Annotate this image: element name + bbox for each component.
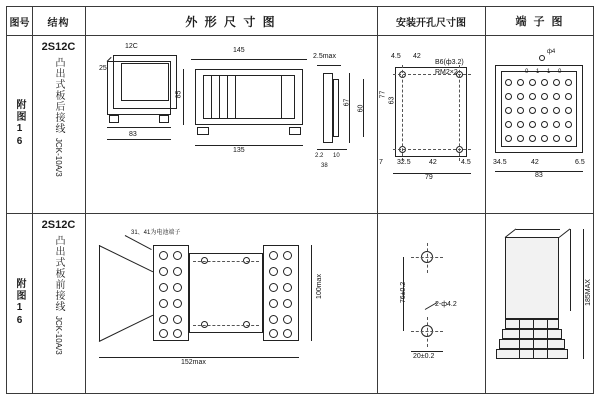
- dim-145: 145: [233, 47, 245, 54]
- term-pin: [553, 79, 560, 86]
- tb-pin: [283, 329, 292, 338]
- dim-83-line: [107, 139, 171, 140]
- term-pin: [541, 93, 548, 100]
- dim-76: 76±0.2: [400, 281, 408, 304]
- dim-rm2: RM2×2: [435, 69, 458, 76]
- tb-pin: [159, 251, 168, 260]
- base-line: [107, 127, 171, 128]
- term3d-div-3: [547, 319, 548, 359]
- thin-flange: [333, 79, 339, 137]
- term-pin: [553, 121, 560, 128]
- mount-cl-v2: [459, 65, 460, 161]
- row-1-model: 2S12C: [41, 41, 76, 53]
- dim-77: 77: [379, 90, 387, 99]
- row-1-mount-drawing: [377, 35, 485, 213]
- dim-bottom-line: [317, 149, 347, 150]
- term-row-labels: 0 1 1 0: [525, 69, 565, 75]
- mount2-cl-v2: [427, 317, 428, 347]
- term3d-step-1: [505, 319, 559, 329]
- front-window: [121, 63, 169, 101]
- header-outline: 外 形 尺 寸 图: [185, 14, 277, 29]
- center-cl-bot: [193, 325, 259, 326]
- dim-83-term: 83: [535, 172, 543, 179]
- dim-phi4: ф4: [547, 49, 556, 55]
- term3d-step-2: [502, 329, 562, 339]
- term-pin: [565, 135, 572, 142]
- side-rib-5: [281, 75, 282, 119]
- side-foot-r: [289, 127, 301, 135]
- mount-cl-v1: [402, 65, 403, 161]
- term3d-right-back: [570, 229, 571, 311]
- dim-45-bot: 4.5: [461, 159, 471, 166]
- mount2-cl-v1: [427, 243, 428, 273]
- tb-pin: [269, 283, 278, 292]
- term-pin: [565, 121, 572, 128]
- dim-25max: 2.5max: [313, 53, 336, 60]
- dim-85-line: [183, 69, 184, 125]
- term3d-div-1: [519, 319, 520, 359]
- mount-cl-h2: [393, 149, 471, 150]
- tb-pin: [283, 315, 292, 324]
- spec-table: [6, 6, 594, 394]
- mount-cl-h1: [393, 74, 471, 75]
- dim-67-line: [349, 73, 350, 143]
- term-pin: [541, 107, 548, 114]
- term-pin: [529, 79, 536, 86]
- row-1-code-text: JCK-10A/3: [54, 138, 63, 177]
- tb-pin: [159, 267, 168, 276]
- tb-pin: [269, 315, 278, 324]
- dim-10: 10: [333, 153, 340, 159]
- term3d-top: [516, 229, 560, 230]
- tb-pin: [283, 251, 292, 260]
- dim-67: 67: [343, 98, 351, 107]
- tb-pin: [269, 267, 278, 276]
- row-1-structure: [32, 35, 85, 213]
- row-2-outline-drawing: [85, 213, 377, 393]
- battery-note: 31、41为电池端子: [131, 230, 181, 236]
- row-2-model: 2S12C: [41, 219, 76, 231]
- dim-85: 85: [175, 90, 183, 99]
- row-1-outline-drawing: [85, 35, 377, 213]
- dim-38: 38: [321, 163, 328, 169]
- tb-pin: [173, 329, 182, 338]
- wedge-top: [99, 245, 153, 272]
- term-pin: [505, 135, 512, 142]
- side-rib-2: [219, 75, 220, 119]
- term-pin: [517, 93, 524, 100]
- tb-pin: [173, 251, 182, 260]
- term-pin: [541, 135, 548, 142]
- row-1-desc: 凸出式板后接线: [53, 57, 64, 134]
- row-2-desc: 凸出式板前接线: [53, 235, 64, 312]
- thin-body: [323, 73, 333, 143]
- tb-pin: [159, 315, 168, 324]
- side-rib-3: [227, 75, 228, 119]
- term-pin: [505, 121, 512, 128]
- term-pin: [565, 93, 572, 100]
- row-1-code: 附图16: [14, 99, 25, 149]
- tb-pin: [159, 283, 168, 292]
- dim-7: 7: [379, 159, 383, 166]
- row-2-code-text: JCK-10A/3: [54, 316, 63, 355]
- tb-pin: [173, 283, 182, 292]
- center-cl-top: [193, 261, 259, 262]
- tb-pin: [283, 283, 292, 292]
- side-rib-1: [211, 75, 212, 119]
- dim-83: 83: [129, 131, 137, 138]
- dim-2phi42: 2-ф4.2: [435, 301, 457, 308]
- term-pin: [553, 107, 560, 114]
- dim-152-line: [99, 357, 299, 358]
- center-frame: [189, 253, 263, 333]
- term3d-edge-tr: [559, 228, 571, 237]
- dim-185max: 185MAX: [584, 279, 592, 306]
- foot-right: [159, 115, 169, 123]
- tb-pin: [269, 329, 278, 338]
- dim-345: 34.5: [493, 159, 507, 166]
- dim-22: 2.2: [315, 153, 324, 159]
- term-pin: [565, 107, 572, 114]
- dim-65: 6.5: [575, 159, 585, 166]
- tb-pin: [173, 267, 182, 276]
- dim-42-term: 42: [531, 159, 539, 166]
- dim-100max: 100max: [315, 274, 323, 299]
- term3d-step-4: [496, 349, 568, 359]
- tb-pin: [269, 251, 278, 260]
- term-pin: [553, 93, 560, 100]
- term-pin: [529, 93, 536, 100]
- row-2-code: 附图16: [14, 278, 25, 328]
- dim-325: 32.5: [397, 159, 411, 166]
- term-pin: [517, 121, 524, 128]
- term-pin: [529, 121, 536, 128]
- term-pin: [505, 107, 512, 114]
- term-pin: [517, 107, 524, 114]
- term-pin: [529, 107, 536, 114]
- dim-100-line: [311, 245, 312, 341]
- dim-25: 25: [99, 65, 107, 72]
- term3d-body: [505, 237, 559, 319]
- term3d-div-2: [533, 319, 534, 359]
- term-pin: [541, 79, 548, 86]
- tb-pin: [173, 315, 182, 324]
- side-rib-4: [235, 75, 236, 119]
- header-structure: 结构: [47, 17, 70, 29]
- thin-top-line: [317, 65, 341, 66]
- tb-pin: [283, 299, 292, 308]
- dim-135: 135: [233, 147, 245, 154]
- tb-pin: [159, 299, 168, 308]
- header-code: 图号: [9, 17, 30, 29]
- term-pin: [565, 79, 572, 86]
- dim-152max: 152max: [181, 359, 206, 366]
- mount-cutout: [395, 67, 467, 157]
- dim-45-top: 4.5: [391, 53, 401, 60]
- dim-79: 79: [425, 174, 433, 181]
- left-terminal-block: [153, 245, 189, 341]
- row-2-structure: [32, 213, 85, 393]
- side-foot-l: [197, 127, 209, 135]
- tb-pin: [173, 299, 182, 308]
- dim-135-line: [195, 145, 303, 146]
- term3d-step-3: [499, 339, 565, 349]
- row-1-terminal-drawing: [485, 35, 595, 213]
- dim-20-line: [411, 351, 443, 352]
- dim-185-line: [583, 229, 584, 359]
- right-terminal-block: [263, 245, 299, 341]
- foot-left: [109, 115, 119, 123]
- header-terminal: 端 子 图: [515, 16, 565, 28]
- terminal-hole-top: [539, 55, 545, 61]
- dim-b6: B6(ф3.2): [435, 59, 464, 66]
- row-2-terminal-drawing: [485, 213, 595, 393]
- wedge-bottom: [99, 315, 153, 342]
- term-pin: [529, 135, 536, 142]
- term-pin: [505, 93, 512, 100]
- dim-145-line: [191, 59, 307, 60]
- term-pin: [541, 121, 548, 128]
- header-mount: 安装开孔尺寸图: [396, 17, 466, 29]
- dim-12c: 12C: [125, 43, 138, 50]
- tb-pin: [283, 267, 292, 276]
- term-pin: [505, 79, 512, 86]
- tb-pin: [269, 299, 278, 308]
- dim-63: 63: [388, 96, 396, 105]
- dim-60: 60: [357, 104, 365, 113]
- wedge-left: [99, 245, 100, 341]
- term-pin: [517, 135, 524, 142]
- dim-20: 20±0.2: [413, 353, 435, 360]
- note-leader: [125, 235, 152, 250]
- row-2-mount-drawing: [377, 213, 485, 393]
- dim-42-top: 42: [413, 53, 421, 60]
- term-pin: [553, 135, 560, 142]
- tb-pin: [159, 329, 168, 338]
- term-pin: [517, 79, 524, 86]
- dim-42-bot: 42: [429, 159, 437, 166]
